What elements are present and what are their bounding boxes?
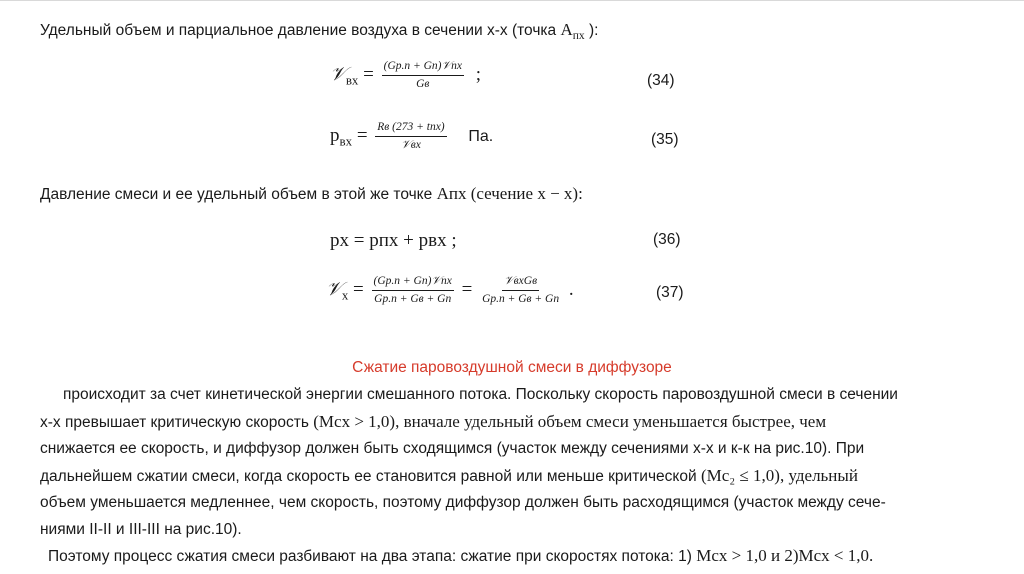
- inline-math: (Mc₂ ≤ 1,0), удельный: [700, 465, 858, 485]
- paragraph-line: происходит за счет кинетической энергии смешанного потока. Поскольку скорость паровоздушной смеси в сечении: [63, 386, 898, 403]
- eq35-lhs: p: [330, 125, 340, 147]
- paragraph-line: объем уменьшается медленнее, чем скорость, поэтому диффузор должен быть расходящимся (участок между сече-: [40, 494, 886, 511]
- paragraph-line: ниями II-II и III-III на рис.10).: [40, 520, 242, 538]
- paragraph-line: дальнейшем сжатии смеси, когда скорость ее становится равной или меньше критической (Mc₂ ≤ 1,0), удельный: [40, 465, 858, 485]
- intro-line-1: [40, 20, 599, 43]
- intro-end: ):: [589, 22, 599, 39]
- eq36-number: (36): [653, 231, 681, 248]
- inline-math: (Mcх > 1,0), вначале удельный объем смеси уменьшается быстрее, чем: [313, 411, 827, 431]
- section-heading: Сжатие паровоздушной смеси в диффузоре: [352, 359, 672, 376]
- paragraph-line: х-х превышает критическую скорость (Mcх > 1,0), вначале удельный объем смеси уменьшается быстрее, чем: [40, 411, 827, 431]
- equation-36: pх = pпх + pвх ;: [330, 230, 457, 251]
- eq37-fraction-2: [480, 275, 561, 306]
- eq37-number: (37): [656, 284, 684, 301]
- eq37-denominator-2: Gр.п + Gв + Gп: [482, 293, 560, 306]
- body-paragraph: [40, 382, 1000, 571]
- eq37-numerator-1: (Gр.п + Gп)𝒱пх: [372, 275, 454, 291]
- intro2-math: Aпх (сечение x − x):: [436, 184, 583, 203]
- eq34-numerator: (Gр.п + Gп)𝒱пх: [382, 60, 464, 76]
- paragraph-line: Поэтому процесс сжатия смеси разбивают на два этапа: сжатие при скоростях потока: 1) Mcх > 1,0 и 2)Mcх < 1,0.: [48, 546, 874, 565]
- eq35-numerator: Rв (273 + tпх): [375, 121, 446, 137]
- eq34-number: (34): [647, 72, 675, 89]
- eq37-denominator-1: Gр.п + Gв + Gп: [374, 293, 452, 306]
- eq34-denominator: Gв: [416, 78, 430, 91]
- eq37-numerator-2: 𝒱вхGв: [502, 275, 539, 291]
- point-label: $A_{пх}$: [560, 20, 585, 43]
- eq37-lhs: 𝒱: [326, 279, 342, 301]
- eq35-denominator: 𝒱вх: [401, 139, 421, 152]
- equation-35: $p_{вх}$ = $\frac{\text{Rв (273 + tпх)}}{\text{𝒱вх}}$ Па.: [330, 121, 494, 152]
- paragraph-line: снижается ее скорость, и диффузор должен быть сходящимся (участок между сечениями х-х и к-к на рис.10). При: [40, 440, 865, 457]
- eq34-fraction: [382, 60, 464, 91]
- eq34-lhs: 𝒱: [330, 64, 346, 86]
- eq35-unit: Па.: [468, 128, 494, 146]
- inline-math: Mcх > 1,0 и 2)Mcх < 1,0.: [696, 546, 874, 565]
- intro-text: Удельный объем и парциальное давление воздуха в сечении х-х (точка: [40, 22, 557, 39]
- eq37-fraction-1: [372, 275, 454, 306]
- intro2-text: Давление смеси и ее удельный объем в этой же точке: [40, 186, 433, 203]
- equation-34: 𝒱$_{вх}$ = $\frac{\text{(Gр.п + Gп)𝒱пх}}{Gв}$ ;: [330, 60, 481, 91]
- top-divider: [0, 0, 1024, 1]
- eq35-number: (35): [651, 131, 679, 148]
- intro-line-2: [40, 184, 583, 204]
- eq35-fraction: [375, 121, 446, 152]
- equation-37: 𝒱$_х$ = $\frac{\text{(Gр.п + Gп)𝒱пх}}{Gр.п + Gв + Gп}$ = $\frac{\text{𝒱вхGв}}{Gр.п + Gв + Gп}$ .: [326, 275, 574, 306]
